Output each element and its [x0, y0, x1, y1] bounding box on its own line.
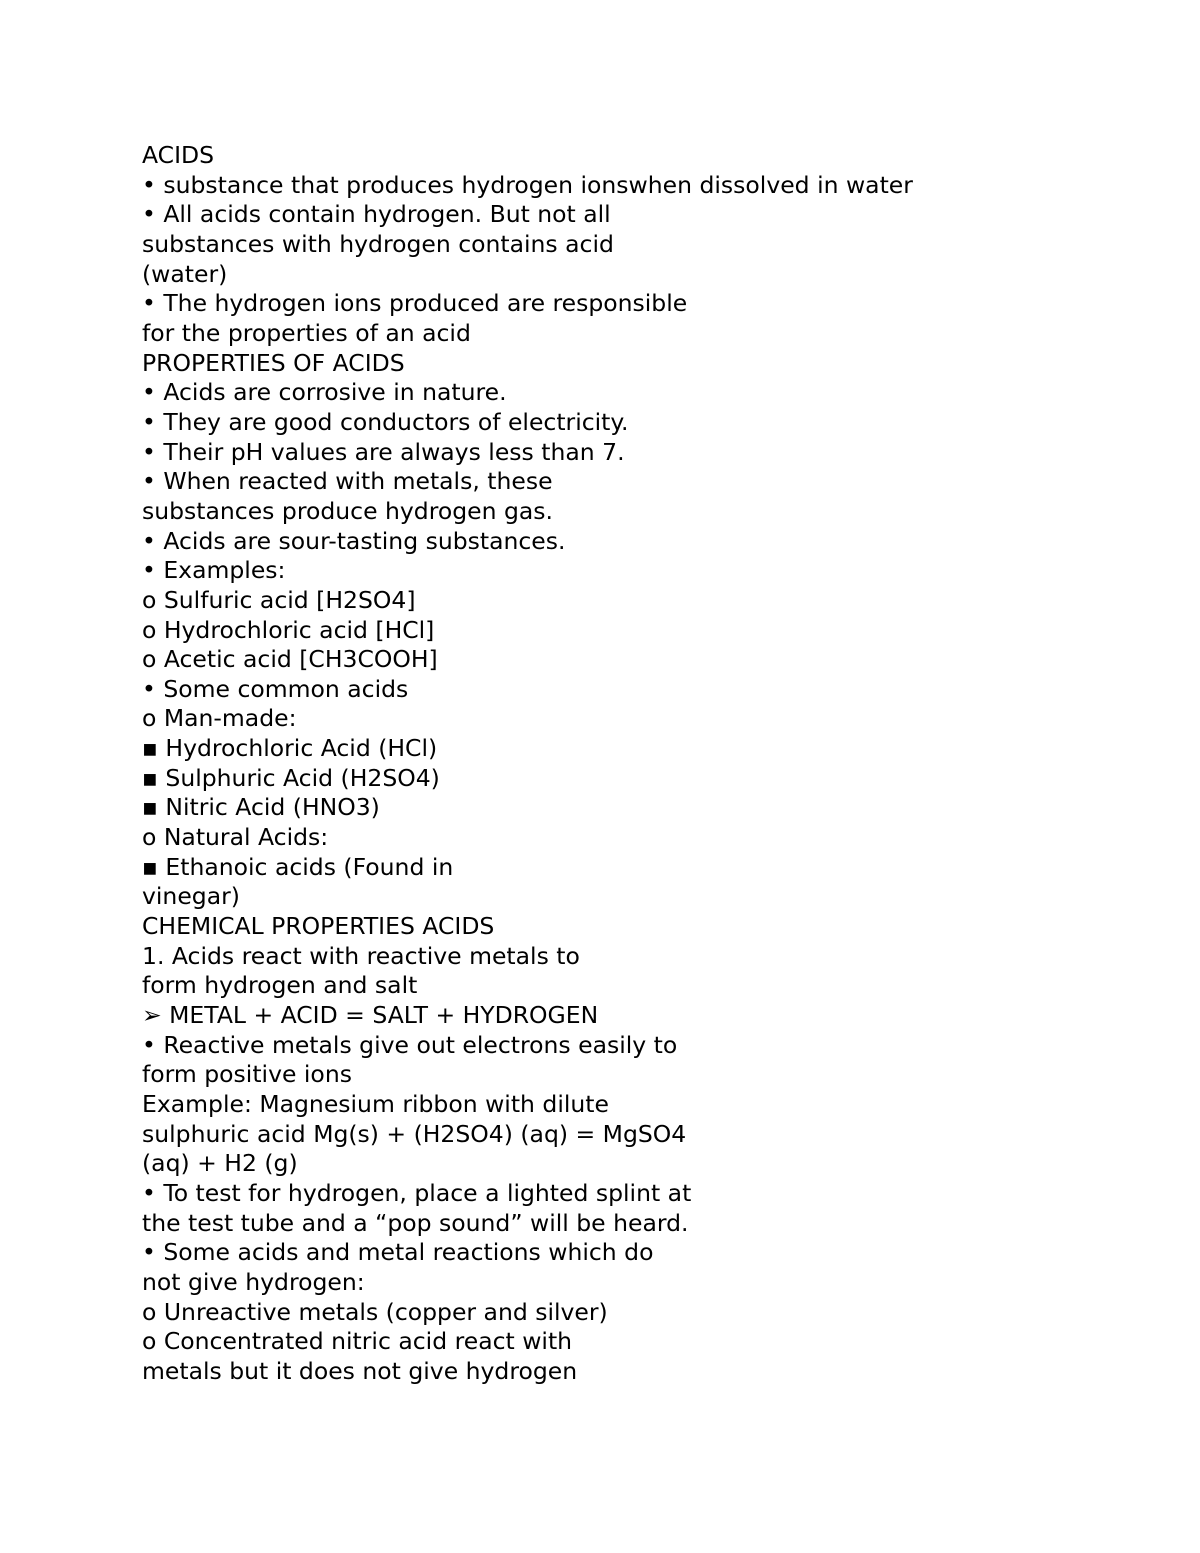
- text-line: ▪ Nitric Acid (HNO3): [142, 793, 380, 822]
- text-line: • When reacted with metals, these: [142, 467, 553, 496]
- text-line: o Unreactive metals (copper and silver): [142, 1297, 608, 1326]
- text-line: o Natural Acids:: [142, 823, 329, 852]
- text-line: o Sulfuric acid [H2SO4]: [142, 585, 416, 614]
- text-line: • To test for hydrogen, place a lighted splint at: [142, 1178, 692, 1207]
- heading-chemical-properties: CHEMICAL PROPERTIES ACIDS: [142, 912, 495, 941]
- text-line: o Hydrochloric acid [HCl]: [142, 615, 435, 644]
- text-line: • substance that produces hydrogen ionswhen dissolved in water: [142, 170, 913, 199]
- text-line: not give hydrogen:: [142, 1267, 365, 1296]
- text-line: • The hydrogen ions produced are responsible: [142, 289, 688, 318]
- text-line: • They are good conductors of electricity.: [142, 407, 629, 436]
- heading-acids: ACIDS: [142, 141, 215, 169]
- text-line: • Examples:: [142, 556, 286, 585]
- text-line: o Man-made:: [142, 704, 297, 733]
- heading-properties-of-acids: PROPERTIES OF ACIDS: [142, 348, 405, 377]
- text-line: form positive ions: [142, 1060, 352, 1089]
- document-body: [142, 141, 1042, 1387]
- text-line: sulphuric acid Mg(s) + (H2SO4) (aq) = MgSO4: [142, 1119, 687, 1148]
- text-line: ▪ Hydrochloric Acid (HCl): [142, 734, 438, 763]
- text-line: • Some acids and metal reactions which do: [142, 1238, 654, 1267]
- text-line: Example: Magnesium ribbon with dilute: [142, 1090, 609, 1118]
- text-line: substances with hydrogen contains acid: [142, 229, 614, 258]
- text-line: 1. Acids react with reactive metals to: [142, 941, 580, 970]
- text-line: • Acids are corrosive in nature.: [142, 378, 507, 407]
- text-line: • Acids are sour-tasting substances.: [142, 526, 566, 555]
- text-line: • Reactive metals give out electrons easily to: [142, 1030, 678, 1059]
- text-line: ▪ Sulphuric Acid (H2SO4): [142, 763, 440, 792]
- text-line: (water): [142, 259, 228, 288]
- text-line: • Some common acids: [142, 674, 409, 703]
- text-line: form hydrogen and salt: [142, 971, 418, 1000]
- text-line: o Acetic acid [CH3COOH]: [142, 645, 438, 674]
- text-line: • Their pH values are always less than 7.: [142, 437, 625, 466]
- text-line: ➢ METAL + ACID = SALT + HYDROGEN: [142, 1001, 599, 1030]
- text-line: (aq) + H2 (g): [142, 1149, 298, 1178]
- text-line: metals but it does not give hydrogen: [142, 1356, 578, 1385]
- text-line: vinegar): [142, 882, 240, 911]
- text-line: for the properties of an acid: [142, 318, 471, 347]
- text-line: substances produce hydrogen gas.: [142, 496, 554, 525]
- text-line: the test tube and a “pop sound” will be heard.: [142, 1208, 689, 1237]
- text-line: ▪ Ethanoic acids (Found in: [142, 852, 454, 881]
- text-line: • All acids contain hydrogen. But not all: [142, 200, 611, 229]
- text-line: o Concentrated nitric acid react with: [142, 1327, 573, 1356]
